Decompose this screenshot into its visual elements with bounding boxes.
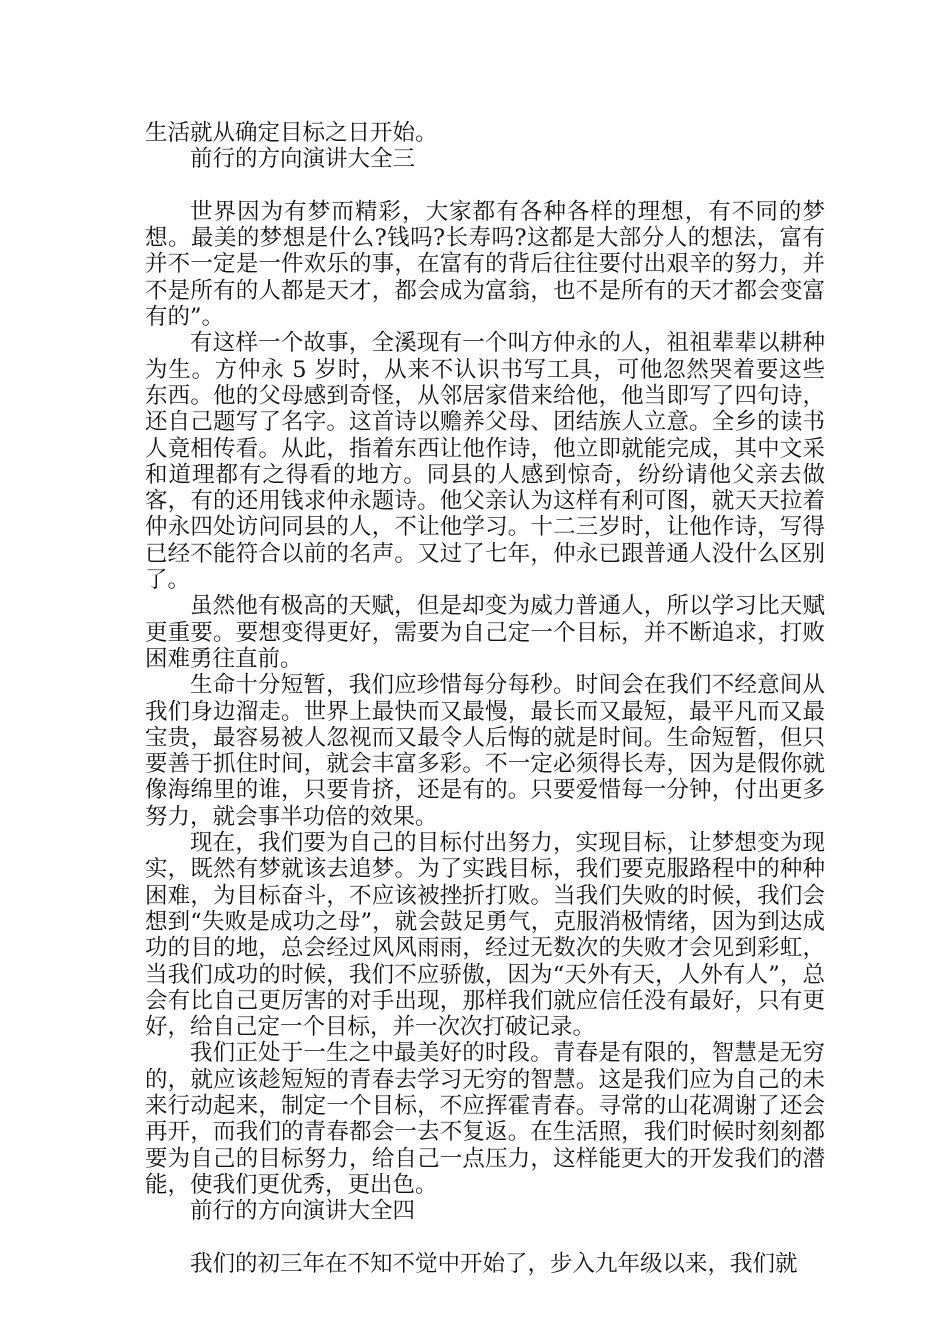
section-3-paragraph-2: 有这样一个故事，全溪现有一个叫方仲永的人，祖祖辈辈以耕种为生。方仲永 5 岁时，从来不认识书写工具，可他忽然哭着要这些东西。他的父母感到奇怪，从邻居家借来给他，他当即写了四句诗，还自己题写了名字。这首诗以赡养父母、团结族人立意。全乡的读书人竟相传看。从此，指着东西让他作诗，他立即就能完成，其中文采和道理都有之得看的地方。同县的人感到惊奇，纷纷请他父亲去做客，有的还用钱求仲永题诗。他父亲认为这样有利可图，就天天拉着仲永四处访问同县的人，不让他学习。十二三岁时，让他作诗，写得已经不能符合以前的名声。又过了七年，仲永已跟普通人没什么区别了。 [145, 330, 825, 594]
section-4-paragraph-1: 我们的初三年在不知不觉中开始了，步入九年级以来，我们就 [190, 1250, 798, 1277]
section-3-title: 前行的方向演讲大全三 [190, 146, 416, 173]
blank-line [145, 1224, 825, 1250]
section-3-paragraph-3: 虽然他有极高的天赋，但是却变为威力普通人，所以学习比天赋更重要。要想变得更好，需要为自己定一个目标，并不断追求，打败困难勇往直前。 [145, 593, 825, 672]
section-4-title: 前行的方向演讲大全四 [190, 1198, 416, 1225]
section-3-paragraph-4: 生命十分短暂，我们应珍惜每分每秒。时间会在我们不经意间从我们身边溜走。世界上最快而又最慢，最长而又最短，最平凡而又最宝贵，最容易被人忽视而又最令人后悔的就是时间。生命短暂，但只要善于抓住时间，就会丰富多彩。不一定必须得长寿，因为是假你就像海绵里的谁，只要肯挤，还是有的。只要爱惜每一分钟，付出更多努力，就会事半功倍的效果。 [145, 672, 825, 830]
section-3-paragraph-1: 世界因为有梦而精彩，大家都有各种各样的理想，有不同的梦想。最美的梦想是什么?钱吗?长寿吗?这都是大部分人的想法，富有并不一定是一件欢乐的事，在富有的背后往往要付出艰辛的努力，并不是所有的人都是天才，都会成为富翁，也不是所有的天才都会变富有的”。 [145, 198, 825, 331]
section-3-paragraph-5: 现在，我们要为自己的目标付出努力，实现目标，让梦想变为现实，既然有梦就该去追梦。为了实践目标，我们要克服路程中的种种困难，为目标奋斗，不应该被挫折打败。当我们失败的时候，我们会想到“失败是成功之母”，就会鼓足勇气，克服消极情绪，因为到达成功的目的地，总会经过风风雨雨，经过无数次的失败才会见到彩虹，当我们成功的时候，我们不应骄傲，因为“天外有天，人外有人”，总会有比自己更厉害的对手出现，那样我们就应信任没有最好，只有更好，给自己定一个目标，并一次次打破记录。 [145, 830, 825, 1041]
intro-line: 生活就从确定目标之日开始。 [145, 120, 438, 146]
section-3-paragraph-6: 我们正处于一生之中最美好的时段。青春是有限的，智慧是无穷的，就应该趁短短的青春去学习无穷的智慧。这是我们应为自己的未来行动起来，制定一个目标，不应挥霍青春。寻常的山花凋谢了还会再开，而我们的青春都会一去不复返。在生活照，我们时候时刻刻都要为自己的目标努力，给自己一点压力，这样能更大的开发我们的潜能，使我们更优秀，更出色。 [145, 1040, 825, 1198]
blank-line [145, 173, 825, 199]
document-page [145, 120, 825, 1277]
